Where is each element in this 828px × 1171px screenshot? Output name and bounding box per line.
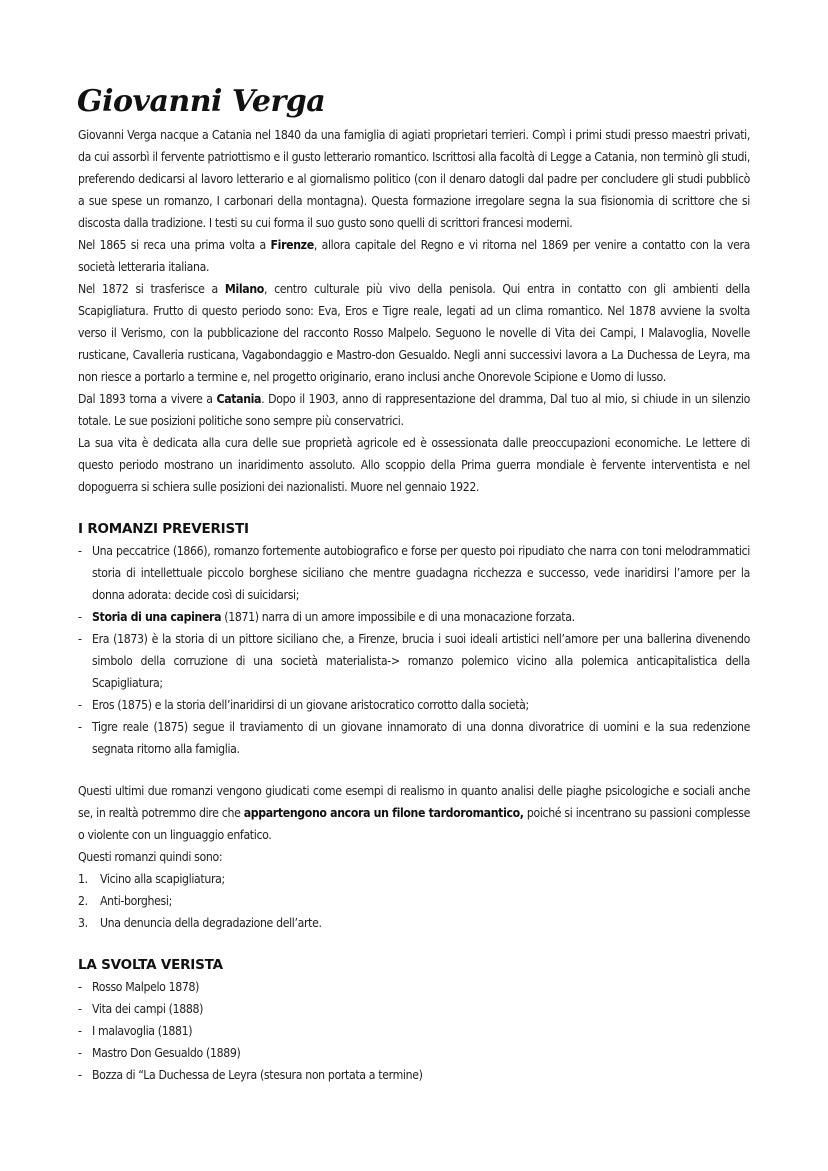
bio-paragraph-2: Nel 1865 si reca una prima volta a Firenze, allora capitale del Regno e vi ritorna nel 1869 per venire a contatto con la vera società letteraria italiana. — [78, 238, 751, 274]
list-item: - Eros (1875) e la storia dell’inaridirsi di un giovane aristocratico corrotto dalla società; — [78, 694, 750, 716]
list-item: - Era (1873) è la storia di un pittore siciliano che, a Firenze, brucia i suoi ideali artistici nell’amore per una ballerina divenendo simbolo della corruzione di una società materialista-> romanzo polemico vicino alla polemica anticapitalistica della Scapigliatura; — [78, 628, 750, 694]
bio-paragraph-5: La sua vita è dedicata alla cura delle sue proprietà agricole ed è ossessionata dalle preoccupazioni economiche. Le lettere di questo periodo mostrano un inaridimento assoluto. Allo scoppio della Prima guerra mondiale è fervente interventista e nel dopoguerra si schiera sulle posizioni dei nazionalisti. Muore nel gennaio 1922. — [78, 436, 750, 494]
city-firenze: Firenze — [270, 238, 314, 252]
summary-intro: Questi romanzi quindi sono: — [78, 850, 223, 864]
key-statement: appartengono ancora un filone tardoromantico, — [243, 806, 524, 820]
list-item: - Rosso Malpelo 1878) — [78, 976, 750, 998]
list-item: - Una peccatrice (1866), romanzo fortemente autobiografico e forse per questo poi ripudiato che narra con toni melodrammatici storia di intellettuale piccolo borghese siciliano che mentre guadagna ricchezza e successo, vede inaridirsi l’amore per la donna adorata: decide così di suicidarsi; — [78, 540, 750, 606]
bio-paragraph-4: Dal 1893 torna a vivere a Catania. Dopo il 1903, anno di rappresentazione del dramma, Dal tuo al mio, si chiude in un silenzio totale. Le sue posizioni politiche sono sempre più conservatrici. — [78, 392, 750, 428]
dash-bullet: - — [78, 980, 82, 994]
dash-bullet: - — [78, 698, 82, 712]
list-item: 1. Vicino alla scapigliatura; — [78, 872, 225, 886]
document-page — [78, 82, 750, 1086]
summary-list — [78, 868, 750, 934]
section-heading-verista: LA SVOLTA VERISTA — [78, 957, 223, 973]
dash-bullet: - — [78, 1068, 82, 1082]
bio-paragraph-1: Giovanni Verga nacque a Catania nel 1840 da una famiglia di agiati proprietari terrieri. Compì i primi studi presso maestri privati, da cui assorbì il fervente patriottismo e il gusto letterario romantico. Iscrittosi alla facoltà di Legge a Catania, non terminò gli studi, preferendo dedicarsi al lavoro letterario e al giornalismo politico (con il denaro datogli dal padre per concludere gli studi pubblicò a sue spese un romanzo, I carbonari della montagna). Questa formazione irregolare segna la sua fisionomia di scrittore che si discosta dalla tradizione. I testi su cui forma il suo gusto sono quelli di scrittori francesi moderni. — [78, 128, 750, 230]
preveristi-comment: Questi ultimi due romanzi vengono giudicati come esempi di realismo in quanto analisi delle piaghe psicologiche e sociali anche se, in realtà potremmo dire che appartengono ancora un filone tardoromantico, poiché si incentrano su passioni complesse o violente con un linguaggio enfatico. — [78, 784, 750, 842]
list-item: 3. Una denuncia della degradazione dell’arte. — [78, 916, 322, 930]
list-item: - I malavoglia (1881) — [78, 1020, 750, 1042]
city-milano: Milano — [224, 282, 264, 296]
dash-bullet: - — [78, 544, 82, 558]
city-catania: Catania — [216, 392, 262, 406]
dash-bullet: - — [78, 632, 82, 646]
list-item: 2. Anti-borghesi; — [78, 894, 172, 908]
list-item: - Bozza di “La Duchessa de Leyra (stesura non portata a termine) — [78, 1064, 750, 1086]
section-heading-preveristi: I ROMANZI PREVERISTI — [78, 521, 249, 537]
bio-paragraph-3: Nel 1872 si trasferisce a Milano, centro culturale più vivo della penisola. Qui entra in contatto con gli ambienti della Scapigliatura. Frutto di questo periodo sono: Eva, Eros e Tigre reale, legati ad un clima romantico. Nel 1878 avviene la svolta verso il Verismo, con la pubblicazione del racconto Rosso Malpelo. Seguono le novelle di Vita dei Campi, I Malavoglia, Novelle rusticane, Cavalleria rusticana, Vagabondaggio e Mastro-don Gesualdo. Negli anni successivi lavora a La Duchessa de Leyra, ma non riesce a portarlo a termine e, nel progetto originario, erano inclusi anche Onorevole Scipione e Uomo di lusso. — [78, 282, 751, 384]
dash-bullet: - — [78, 1046, 82, 1060]
dash-bullet: - — [78, 1002, 82, 1016]
list-item: - Mastro Don Gesualdo (1889) — [78, 1042, 750, 1064]
dash-bullet: - — [78, 720, 82, 734]
preveristi-list — [78, 540, 750, 760]
list-item: - Storia di una capinera (1871) narra di un amore impossibile e di una monacazione forzata. — [78, 606, 750, 628]
verista-list — [78, 976, 750, 1086]
dash-bullet: - — [78, 610, 82, 624]
list-item: - Vita dei campi (1888) — [78, 998, 750, 1020]
dash-bullet: - — [78, 1024, 82, 1038]
list-item: - Tigre reale (1875) segue il traviamento di un giovane innamorato di una donna divoratrice di uomini e la sua redenzione segnata ritorno alla famiglia. — [78, 716, 750, 760]
page-title: Giovanni Verga — [77, 84, 326, 119]
